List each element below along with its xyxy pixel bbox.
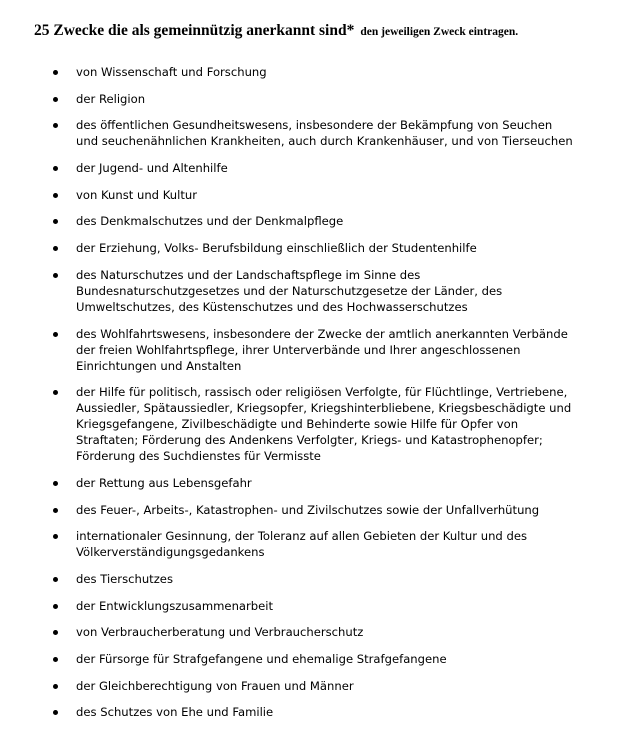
bullet-icon: [53, 193, 58, 198]
list-item-text: des Wohlfahrtswesens, insbesondere der Zwecke der amtlich anerkannten Verbände der freien Wohlfahrtspflege, ihrer Unterverbände und Ihrer angeschlossenen Einrichtungen und Anstalten: [76, 326, 568, 373]
list-item-text: des Denkmalschutzes und der Denkmalpflege: [76, 214, 344, 229]
bullet-icon: [53, 577, 58, 582]
list-item: [52, 678, 577, 694]
heading-instruction: den jeweiligen Zweck eintragen.: [360, 26, 519, 38]
list-item: [52, 598, 577, 614]
list-item: [52, 267, 577, 315]
purposes-list: [52, 64, 577, 731]
list-item-text: der Hilfe für politisch, rassisch oder religiösen Verfolgte, für Flüchtlinge, Vertriebene, Aussiedler, Spätaussiedler, Kriegsopfer, Kriegshinterbliebene, Kriegsbeschädigte und Kriegsgefangene, Zivilbeschädigte und Behinderte sowie Hilfe für Opfer von Straftaten; Förderung des Andenkens Verfolgter, Kriegs- und Katastrophenopfer; Förderung des Suchdienstes für Vermisste: [76, 385, 572, 464]
list-item-text: der Fürsorge für Strafgefangene und ehemalige Strafgefangene: [76, 652, 447, 666]
list-item: [52, 571, 577, 587]
page-heading: [34, 22, 624, 40]
list-item: [52, 384, 577, 464]
list-item-text: von Kunst und Kultur: [76, 187, 197, 202]
list-item-text: des Tierschutzes: [76, 571, 173, 586]
list-item-text: von Wissenschaft und Forschung: [76, 65, 267, 79]
bullet-icon: [53, 332, 58, 337]
list-item: [52, 187, 577, 203]
list-item: [52, 64, 577, 80]
list-item: [52, 475, 577, 491]
list-item: [52, 624, 577, 640]
bullet-icon: [53, 123, 58, 128]
list-item: [52, 213, 577, 229]
list-item-text: der Entwicklungszusammenarbeit: [76, 598, 274, 613]
bullet-icon: [53, 604, 58, 609]
bullet-icon: [53, 273, 58, 278]
list-item-text: von Verbraucherberatung und Verbraucherschutz: [76, 625, 364, 640]
list-item: [52, 326, 577, 374]
list-item-text: des öffentlichen Gesundheitswesens, insbesondere der Bekämpfung von Seuchen und seuchenähnlichen Krankheiten, auch durch Krankenhäuser, und von Tierseuchen: [76, 118, 573, 149]
list-item-text: des Feuer-, Arbeits-, Katastrophen- und Zivilschutzes sowie der Unfallverhütung: [76, 502, 540, 517]
list-item: [52, 651, 577, 667]
list-item: [52, 160, 577, 176]
list-item-text: des Naturschutzes und der Landschaftspflege im Sinne des Bundesnaturschutzgesetzes und der Naturschutzgesetze der Länder, des Umweltschutzes, des Küstenschutzes und des Hochwasserschutzes: [76, 267, 503, 314]
bullet-icon: [53, 630, 58, 635]
list-item-text: der Erziehung, Volks- Berufsbildung einschließlich der Studentenhilfe: [76, 241, 477, 256]
bullet-icon: [53, 70, 58, 75]
list-item-text: des Schutzes von Ehe und Familie: [76, 705, 274, 720]
bullet-icon: [53, 246, 58, 251]
heading-main: 25 Zwecke die als gemeinnützig anerkannt sind*: [34, 22, 355, 39]
bullet-icon: [53, 710, 58, 715]
bullet-icon: [53, 390, 58, 395]
list-item-text: der Gleichberechtigung von Frauen und Männer: [76, 678, 354, 693]
list-item-text: der Religion: [76, 91, 146, 106]
list-item: [52, 240, 577, 256]
bullet-icon: [53, 534, 58, 539]
list-item: [52, 502, 577, 518]
bullet-icon: [53, 508, 58, 513]
list-item-text: der Rettung aus Lebensgefahr: [76, 475, 252, 490]
list-item: [52, 528, 577, 560]
list-item-text: der Jugend- und Altenhilfe: [76, 161, 228, 176]
list-item-text: internationaler Gesinnung, der Toleranz auf allen Gebieten der Kultur und des Völkerverständigungsgedankens: [76, 529, 528, 560]
list-item: [52, 91, 577, 107]
bullet-icon: [53, 166, 58, 171]
bullet-icon: [53, 219, 58, 224]
bullet-icon: [53, 684, 58, 689]
list-item: [52, 117, 577, 149]
bullet-icon: [53, 657, 58, 662]
bullet-icon: [53, 97, 58, 102]
list-item: [52, 704, 577, 720]
bullet-icon: [53, 481, 58, 486]
